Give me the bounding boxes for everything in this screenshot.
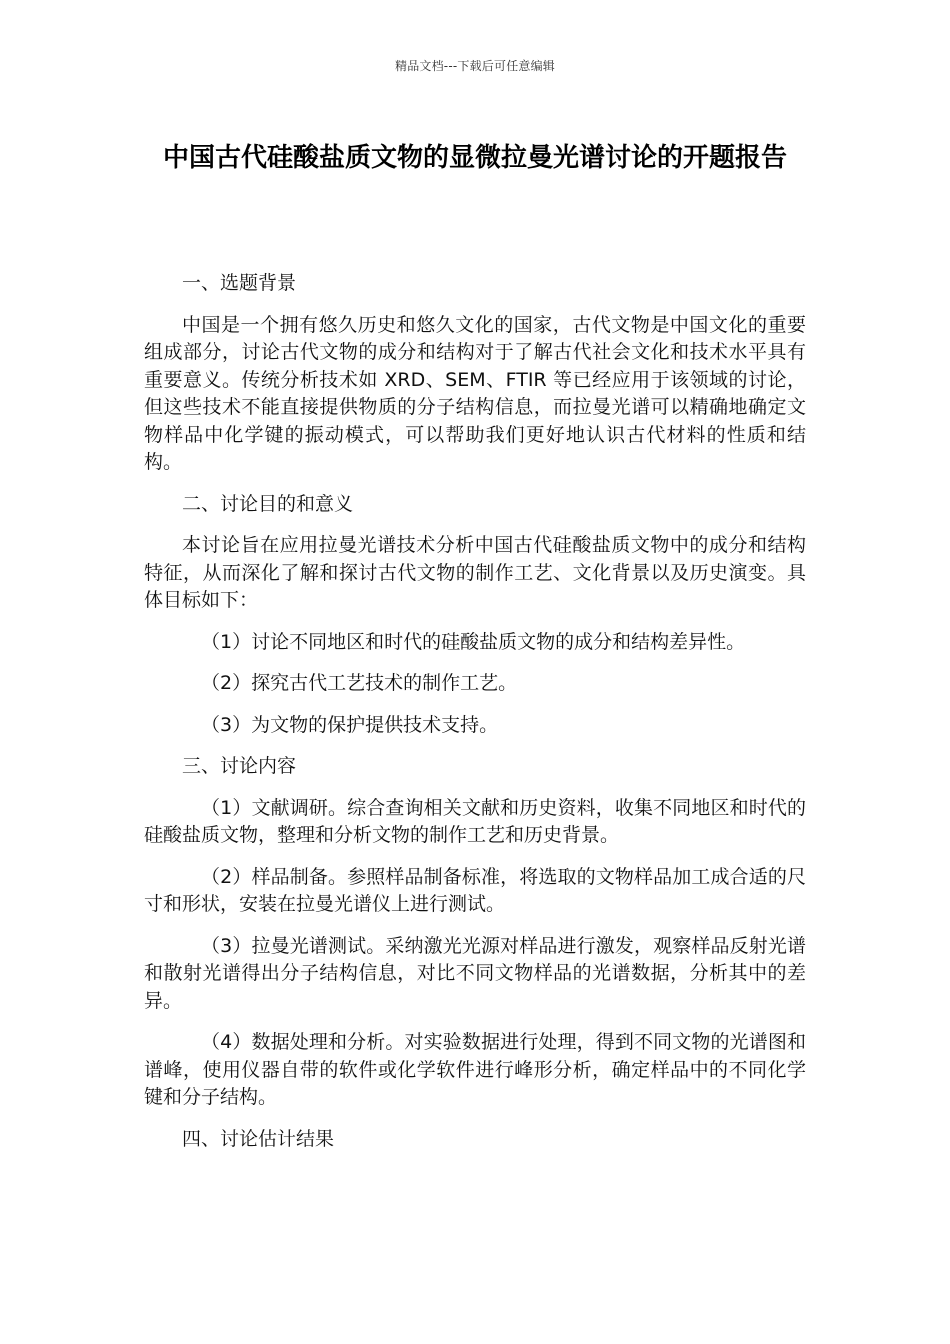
purpose-item-2: （2）探究古代工艺技术的制作工艺。	[201, 672, 518, 694]
section-heading-expected-results: 四、讨论估计结果	[182, 1127, 335, 1150]
section-heading-content: 三、讨论内容	[182, 755, 297, 777]
paragraph-purpose: 本讨论旨在应用拉曼光谱技术分析中国古代硅酸盐质文物中的成分和结构特征，从而深化了解和探讨古代文物的制作工艺、文化背景以及历史演变。具体目标如下：	[144, 534, 806, 611]
section-heading-purpose: 二、讨论目的和意义	[182, 492, 354, 515]
content-item-3: （3）拉曼光谱测试。采纳激光光源对样品进行激发，观察样品反射光谱和散射光谱得出分子结构信息，对比不同文物样品的光谱数据，分析其中的差异。	[144, 934, 806, 1012]
content-item-2: （2）样品制备。参照样品制备标准，将选取的文物样品加工成合适的尺寸和形状，安装在拉曼光谱仪上进行测试。	[144, 865, 806, 915]
section-heading-background: 一、选题背景	[182, 272, 297, 294]
purpose-item-3: （3）为文物的保护提供技术支持。	[201, 713, 499, 736]
content-item-4: （4）数据处理和分析。对实验数据进行处理，得到不同文物的光谱图和谱峰，使用仪器自带的软件或化学软件进行峰形分析，确定样品中的不同化学键和分子结构。	[144, 1031, 806, 1108]
content-item-1: （1）文献调研。综合查询相关文献和历史资料，收集不同地区和时代的硅酸盐质文物，整理和分析文物的制作工艺和历史背景。	[144, 796, 806, 846]
paragraph-background: 中国是一个拥有悠久历史和悠久文化的国家，古代文物是中国文化的重要组成部分，讨论古代文物的成分和结构对于了解古代社会文化和技术水平具有重要意义。传统分析技术如 XRD、SEM、FTIR 等已经应用于该领域的讨论，但这些技术不能直接提供物质的分子结构信息，而拉曼光谱可以精确地确定文物样品中化学键的振动模式，可以帮助我们更好地认识古代材料的性质和结构。	[144, 313, 806, 473]
purpose-item-1: （1）讨论不同地区和时代的硅酸盐质文物的成分和结构差异性。	[201, 630, 746, 653]
document-title: 中国古代硅酸盐质文物的显微拉曼光谱讨论的开题报告	[162, 143, 787, 173]
document-body	[144, 270, 806, 1167]
header-note: 精品文档---下载后可任意编辑	[395, 59, 555, 73]
